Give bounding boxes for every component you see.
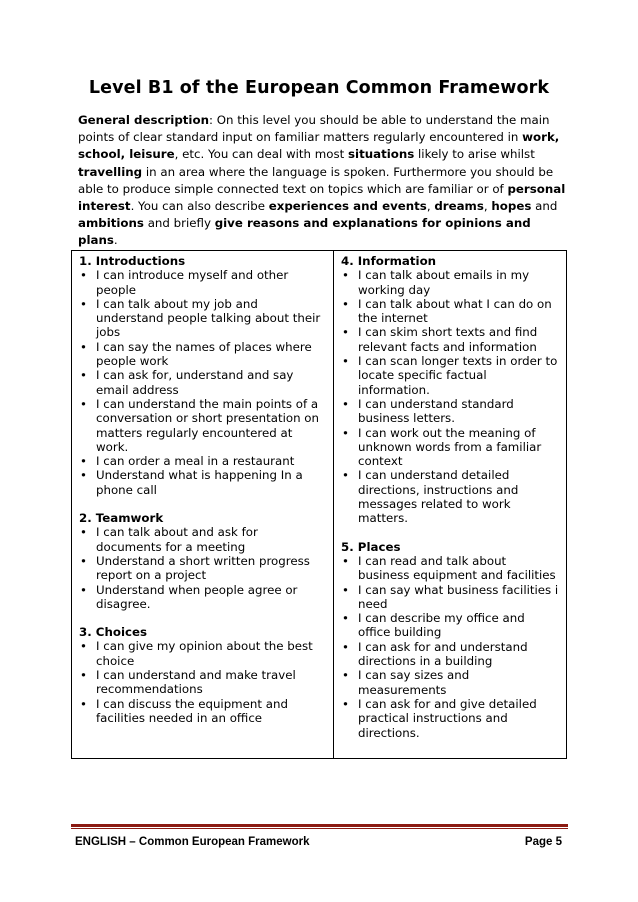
list-item: • I can skim short texts and find relevant facts and information — [341, 325, 560, 354]
list-item: • I can introduce myself and other people — [79, 268, 327, 297]
can-do-table — [71, 250, 567, 759]
list-item: • I can say sizes and measurements — [341, 668, 560, 697]
description-emphasis: personal interest — [78, 181, 566, 214]
description-emphasis: General description — [78, 113, 209, 127]
list-item: • I can talk about and ask for documents for a meeting — [79, 525, 327, 554]
list-item: • I can ask for and understand directions in a building — [341, 640, 560, 669]
list-item: • I can scan longer texts in order to locate specific factual information. — [341, 354, 560, 397]
list-item: • Understand a short written progress report on a project — [79, 554, 327, 583]
list-item: • I can understand standard business letters. — [341, 397, 560, 426]
section-heading: 3. Choices — [79, 625, 148, 640]
bullet-list — [341, 268, 560, 525]
list-item: • I can describe my office and office building — [341, 611, 560, 640]
list-item: • I can talk about what I can do on the internet — [341, 297, 560, 326]
section — [79, 625, 327, 725]
description-text: . — [113, 233, 118, 248]
description-text: in an area where the language is spoken. Furthermore you should be able to produce simple connected text on topics which are familiar or of — [78, 164, 554, 196]
bullet-list — [79, 268, 327, 497]
footer-title: ENGLISH – Common European Framework — [75, 836, 310, 848]
description-text: . You can also describe — [130, 199, 269, 214]
description-text: , — [483, 199, 492, 214]
section — [341, 540, 560, 740]
section — [79, 511, 327, 611]
footer-rule-thin — [71, 828, 568, 829]
description-text: , — [426, 199, 435, 214]
left-column — [72, 251, 334, 759]
description-emphasis: dreams — [434, 199, 484, 214]
page-number: Page 5 — [524, 836, 562, 848]
description-emphasis: ambitions — [78, 216, 144, 231]
description-emphasis: travelling — [78, 164, 143, 179]
list-item: • I can read and talk about business equipment and facilities — [341, 554, 560, 583]
footer-rule — [71, 824, 568, 827]
list-item: • I can ask for, understand and say email address — [79, 368, 327, 397]
description-text: and — [531, 199, 558, 214]
bullet-list — [79, 639, 327, 725]
list-item: • I can understand the main points of a conversation or short presentation on matters regularly encountered at work. — [79, 397, 327, 454]
right-column — [334, 251, 567, 759]
list-item: • I can say what business facilities i need — [341, 583, 560, 612]
list-item: • I can give my opinion about the best choice — [79, 639, 327, 668]
general-description — [78, 112, 573, 250]
list-item: • Understand what is happening In a phone call — [79, 468, 327, 497]
section-heading: 1. Introductions — [79, 254, 186, 268]
description-text: : On this level you should be able to understand the main points of clear standard input on familiar matters regularly encountered in — [78, 113, 550, 145]
description-text: , etc. You can deal with most — [174, 147, 348, 162]
section-heading: 2. Teamwork — [79, 511, 164, 526]
section — [341, 254, 560, 526]
list-item: • I can discuss the equipment and facilities needed in an office — [79, 697, 327, 726]
description-emphasis: give reasons and explanations for opinions and plans — [78, 216, 531, 248]
list-item: • I can understand and make travel recommendations — [79, 668, 327, 697]
section — [79, 254, 327, 497]
description-text: likely to arise whilst — [414, 147, 535, 162]
page-title: Level B1 of the European Common Framework — [88, 78, 550, 98]
description-emphasis: hopes — [491, 199, 532, 214]
description-text: and briefly — [143, 216, 215, 231]
section-heading: 5. Places — [341, 539, 401, 554]
description-emphasis: experiences and events — [268, 199, 427, 214]
list-item: • I can talk about emails in my working day — [341, 268, 560, 297]
bullet-list — [341, 554, 560, 740]
description-emphasis: situations — [348, 147, 415, 162]
list-item: • I can work out the meaning of unknown words from a familiar context — [341, 426, 560, 469]
list-item: • I can order a meal in a restaurant — [79, 454, 327, 468]
list-item: • I can say the names of places where people work — [79, 340, 327, 369]
bullet-list — [79, 525, 327, 611]
list-item: • I can ask for and give detailed practical instructions and directions. — [341, 697, 560, 740]
list-item: • I can talk about my job and understand people talking about their jobs — [79, 297, 327, 340]
section-heading: 4. Information — [341, 254, 437, 268]
list-item: • Understand when people agree or disagree. — [79, 583, 327, 612]
list-item: • I can understand detailed directions, instructions and messages related to work matters. — [341, 468, 560, 525]
description-emphasis: work, school, leisure — [78, 130, 560, 162]
